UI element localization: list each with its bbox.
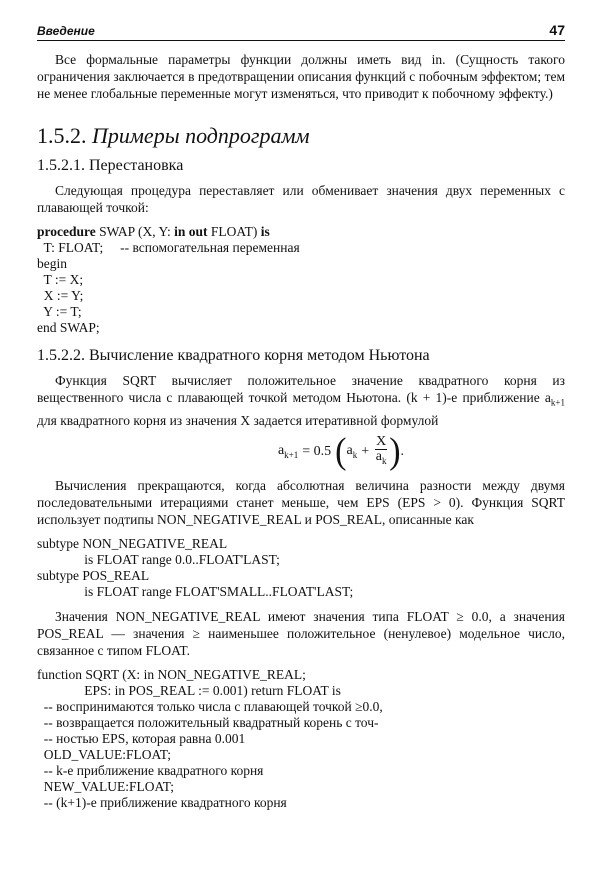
function-line: NEW_VALUE:FLOAT; bbox=[37, 778, 174, 794]
function-line: -- возвращается положительный квадратный корень с точ- bbox=[37, 714, 379, 730]
formula-plus: + bbox=[361, 443, 370, 459]
function-line: OLD_VALUE:FLOAT; bbox=[37, 746, 172, 762]
section-title: Примеры подпрограмм bbox=[92, 123, 310, 148]
swap-paragraph: Следующая процедура переставляет или обменивает значения двух переменных с плавающей точкой: bbox=[37, 183, 565, 215]
code-keyword: is bbox=[260, 224, 270, 239]
intro-paragraph: Все формальные параметры функции должны иметь вид in. (Сущность такого ограничения заключается в предотвращении описания функций с побочным эффектом; тем не менее глобальные переменные могут изменяться, что приводит к побочному эффекту.) bbox=[37, 52, 565, 101]
formula-eq: = 0.5 bbox=[302, 443, 332, 459]
code-line: T: FLOAT; -- вспомогательная переменная bbox=[37, 240, 300, 255]
newton-paragraph-1 bbox=[37, 372, 565, 429]
formula-fraction bbox=[375, 435, 387, 468]
right-paren: ) bbox=[389, 430, 401, 472]
code-keyword: procedure bbox=[37, 224, 96, 239]
page-number: 47 bbox=[549, 22, 565, 38]
newton-formula bbox=[117, 431, 565, 473]
code-line: T := X; bbox=[37, 272, 84, 287]
left-paren: ( bbox=[335, 430, 347, 472]
function-line: function SQRT (X: in NON_NEGATIVE_REAL; bbox=[37, 666, 306, 682]
subsection-heading-newton: 1.5.2.2. Вычисление квадратного корня методом Ньютона bbox=[37, 347, 430, 364]
function-line: -- k-е приближение квадратного корня bbox=[37, 762, 264, 778]
code-line: Y := T; bbox=[37, 304, 82, 319]
code-text: SWAP (X, Y: bbox=[95, 224, 175, 239]
text-run: для квадратного корня из значения X задается итеративной формулой bbox=[37, 412, 439, 428]
code-line: begin bbox=[37, 256, 67, 271]
function-line: -- воспринимаются только числа с плавающей точкой ≥0.0, bbox=[37, 698, 383, 714]
function-line: -- (k+1)-е приближение квадратного корня bbox=[37, 794, 287, 810]
newton-paragraph-3: Значения NON_NEGATIVE_REAL имеют значения типа FLOAT ≥ 0.0, а значения POS_REAL — значения ≥ наименьшее положительное (ненулевое) модельное число, связанное с типом FLOAT. bbox=[37, 608, 565, 658]
subtype-line: subtype NON_NEGATIVE_REAL bbox=[37, 535, 228, 551]
subsection-heading-swap: 1.5.2.1. Перестановка bbox=[37, 157, 184, 174]
text-run: Функция SQRT вычисляет положительное значение квадратного корня из вещественного числа с плавающей точкой методом Ньютона. (k + 1)-е приближение a bbox=[37, 373, 565, 405]
fraction-numerator: X bbox=[376, 434, 387, 450]
formula-ak: $a_k$ bbox=[346, 443, 358, 461]
subscript: k+1 bbox=[550, 397, 565, 408]
newton-paragraph-2: Вычисления прекращаются, когда абсолютная величина разности между двумя последовательными итерациями станет меньше, чем EPS (EPS > 0). Функция SQRT использует подтипы NON_NEGATIVE_REAL и POS_REAL, описанные как bbox=[37, 477, 565, 527]
book-page bbox=[37, 16, 565, 811]
fraction-denominator: $a_k$ bbox=[375, 449, 387, 467]
chapter-title: Введение bbox=[37, 24, 95, 38]
formula-lhs: $a_{k+1}$ bbox=[277, 443, 299, 461]
code-keyword: in out bbox=[174, 224, 208, 239]
section-heading bbox=[37, 124, 565, 148]
subtype-line: is FLOAT range 0.0..FLOAT'LAST; bbox=[37, 551, 280, 567]
section-number: 1.5.2. bbox=[37, 123, 87, 148]
subtype-line: is FLOAT range FLOAT'SMALL..FLOAT'LAST; bbox=[37, 583, 354, 599]
swap-code-header bbox=[37, 224, 565, 240]
formula-end: . bbox=[400, 443, 405, 459]
function-line: EPS: in POS_REAL := 0.001) return FLOAT is bbox=[37, 682, 341, 698]
subtype-line: subtype POS_REAL bbox=[37, 567, 150, 583]
code-line: end SWAP; bbox=[37, 320, 100, 335]
code-text: FLOAT) bbox=[207, 224, 261, 239]
function-line: -- ностью EPS, которая равна 0.001 bbox=[37, 730, 246, 746]
running-head bbox=[37, 16, 565, 41]
code-line: X := Y; bbox=[37, 288, 84, 303]
